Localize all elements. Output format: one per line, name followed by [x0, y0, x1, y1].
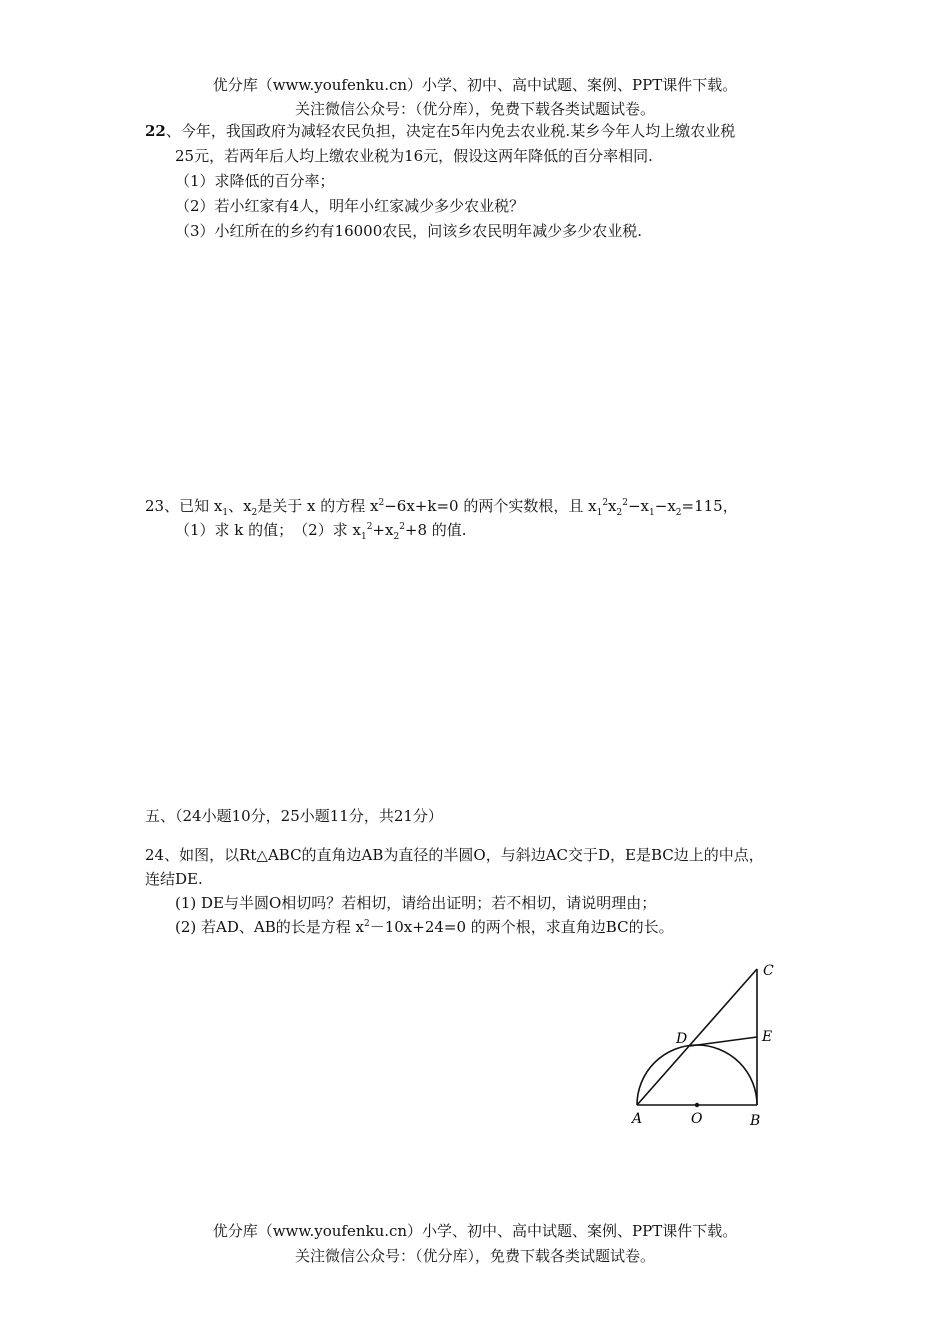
header-line-2: 关注微信公众号：（优分库），免费下载各类试题试卷。 [294, 100, 655, 118]
question-22-part-2: （2）若小红家有4人，明年小红家减少多少农业税？ [175, 197, 525, 215]
question-22-line-2: 25元，若两年后人均上缴农业税为16元，假设这两年降低的百分率相同. [175, 147, 653, 165]
question-23-line-2: （1）求 k 的值； （2）求 $x_1^2+x_2^2+8$ 的值. [175, 521, 467, 542]
center-point-o [695, 1103, 699, 1107]
label-b: B [750, 1113, 761, 1129]
footer-line-1: 优分库（www.youfenku.cn）小学、初中、高中试题、案例、PPT课件下载。 [212, 1222, 738, 1240]
label-e: E [762, 1029, 773, 1045]
question-24-line-2: 连结DE. [145, 870, 203, 888]
label-c: C [763, 963, 774, 979]
question-22-line-1 [145, 121, 735, 141]
question-22-part-3: （3）小红所在的乡约有16000农民，问该乡农民明年减少多少农业税. [175, 222, 643, 240]
label-o: O [691, 1111, 703, 1127]
footer-line-2: 关注微信公众号：（优分库），免费下载各类试题试卷。 [294, 1247, 655, 1265]
question-22-text: 、今年，我国政府为减轻农民负担，决定在5年内免去农业税.某乡今年人均上缴农业税 [165, 122, 736, 140]
geometry-figure [620, 955, 790, 1135]
label-d: D [676, 1031, 688, 1047]
question-22-part-1: （1）求降低的百分率； [175, 172, 335, 190]
semicircle-o [637, 1045, 757, 1105]
segment-de [690, 1037, 757, 1046]
question-24-part-2: (2) 若AD、AB的长是方程 $x^2-10x+24=0$ 的两个根，求直角边BC的长。 [175, 918, 674, 936]
label-a: A [632, 1111, 643, 1127]
question-23-line-1: 23、已知 $x_1$、$x_2$是关于 x 的方程 $x^2-6x+k=0$ 的两个实数根，且 $x_1^2x_2^2-x_1-x_2=115$， [145, 497, 738, 518]
question-24-line-1: 24、如图，以Rt△ABC的直角边AB为直径的半圆O，与斜边AC交于D，E是BC边上的中点， [145, 846, 764, 864]
section-five-title: 五、（24小题10分，25小题11分，共21分） [145, 807, 443, 825]
segment-ac [637, 969, 757, 1105]
question-22-number: 22 [145, 122, 166, 140]
question-24-part-1: (1) DE与半圆O相切吗？若相切，请给出证明；若不相切，请说明理由； [175, 894, 657, 912]
header-line-1: 优分库（www.youfenku.cn）小学、初中、高中试题、案例、PPT课件下载。 [212, 76, 738, 94]
